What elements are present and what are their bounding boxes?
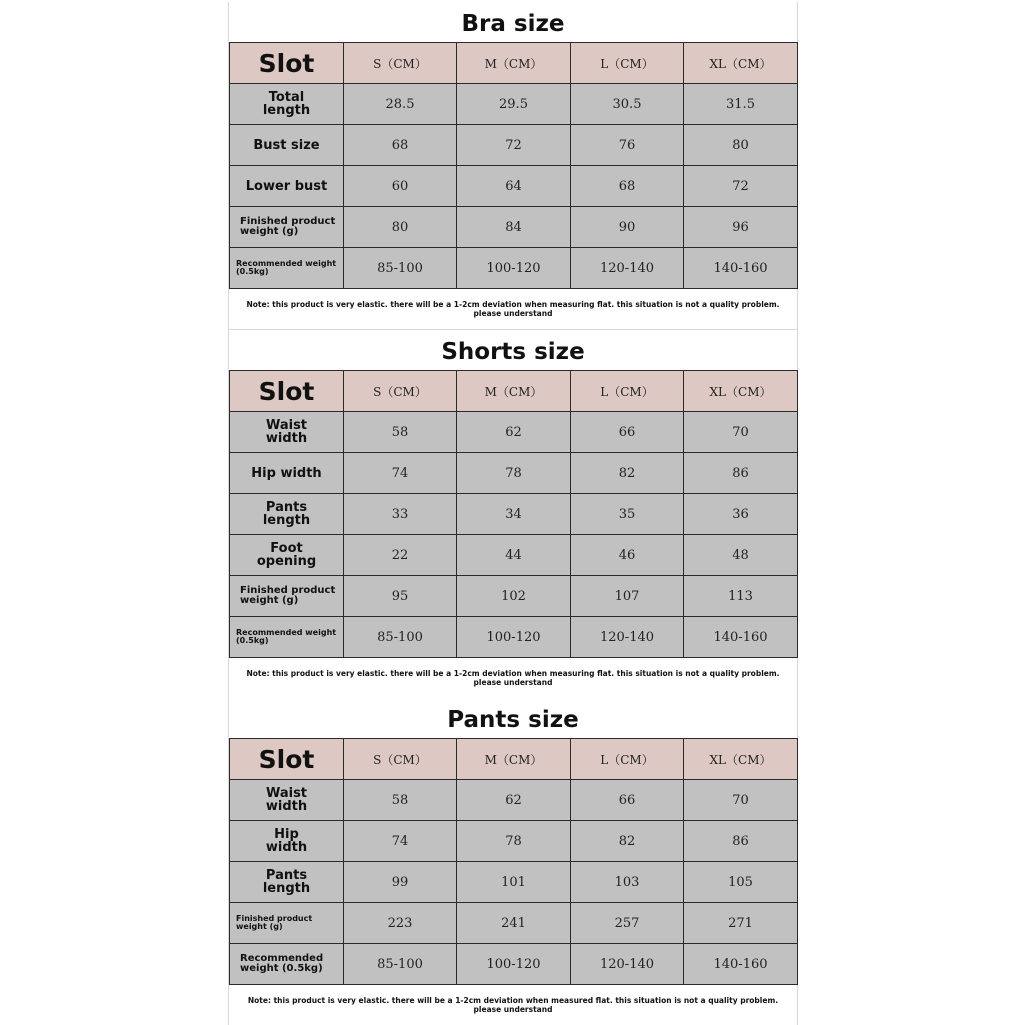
value-cell: 76: [571, 125, 684, 166]
value-cell: 103: [571, 862, 684, 903]
value-cell: 100-120: [457, 248, 571, 289]
value-cell: 30.5: [571, 84, 684, 125]
bra-note: Note: this product is very elastic. there will be a 1-2cm deviation when measuring flat. this situation is not a quality problem. please understand: [246, 300, 780, 318]
pants-size-title: Pants size: [447, 707, 579, 733]
value-cell: 70: [684, 412, 798, 453]
table-row: [230, 166, 798, 207]
value-cell: 140-160: [684, 617, 798, 658]
value-cell: 107: [571, 576, 684, 617]
table-row: [230, 617, 798, 658]
table-row: [230, 821, 798, 862]
size-xl-header: XL（CM）: [684, 43, 798, 84]
value-cell: 101: [457, 862, 571, 903]
value-cell: 113: [684, 576, 798, 617]
value-cell: 86: [684, 453, 798, 494]
value-cell: 35: [571, 494, 684, 535]
table-row: [230, 944, 798, 985]
row-label: Waist width: [230, 780, 344, 821]
value-cell: 120-140: [571, 617, 684, 658]
value-cell: 241: [457, 903, 571, 944]
table-row: [230, 207, 798, 248]
table-row: [230, 576, 798, 617]
value-cell: 257: [571, 903, 684, 944]
value-cell: 99: [344, 862, 457, 903]
value-cell: 48: [684, 535, 798, 576]
value-cell: 31.5: [684, 84, 798, 125]
table-row: [230, 453, 798, 494]
value-cell: 80: [344, 207, 457, 248]
size-s-header: S（CM）: [344, 43, 457, 84]
size-l-header: L（CM）: [571, 739, 684, 780]
table-row: [230, 862, 798, 903]
row-label: Total length: [230, 84, 344, 125]
table-header-row: [230, 739, 798, 780]
size-m-header: M（CM）: [457, 371, 571, 412]
table-row: [230, 903, 798, 944]
value-cell: 68: [571, 166, 684, 207]
row-label: Recommended weight (0.5kg): [230, 617, 344, 658]
value-cell: 64: [457, 166, 571, 207]
row-label: Recommended weight (0.5kg): [230, 248, 344, 289]
value-cell: 72: [684, 166, 798, 207]
value-cell: 46: [571, 535, 684, 576]
table-row: [230, 494, 798, 535]
value-cell: 105: [684, 862, 798, 903]
value-cell: 90: [571, 207, 684, 248]
table-row: [230, 248, 798, 289]
table-row: [230, 412, 798, 453]
size-s-header: S（CM）: [344, 371, 457, 412]
value-cell: 80: [684, 125, 798, 166]
value-cell: 58: [344, 412, 457, 453]
value-cell: 223: [344, 903, 457, 944]
size-m-header: M（CM）: [457, 739, 571, 780]
bra-size-table: [229, 42, 798, 289]
size-xl-header: XL（CM）: [684, 371, 798, 412]
value-cell: 85-100: [344, 248, 457, 289]
row-label: Bust size: [230, 125, 344, 166]
value-cell: 74: [344, 453, 457, 494]
value-cell: 28.5: [344, 84, 457, 125]
pants-size-chart: [228, 698, 798, 1025]
value-cell: 82: [571, 453, 684, 494]
bra-size-title: Bra size: [461, 11, 565, 37]
value-cell: 120-140: [571, 248, 684, 289]
row-label: Lower bust: [230, 166, 344, 207]
table-row: [230, 535, 798, 576]
pants-size-table: [229, 738, 798, 985]
value-cell: 62: [457, 780, 571, 821]
value-cell: 100-120: [457, 617, 571, 658]
shorts-size-chart: [228, 329, 798, 698]
value-cell: 84: [457, 207, 571, 248]
value-cell: 120-140: [571, 944, 684, 985]
shorts-note: Note: this product is very elastic. there will be a 1-2cm deviation when measuring flat. this situation is not a quality problem. please understand: [246, 669, 780, 687]
value-cell: 22: [344, 535, 457, 576]
table-header-row: [230, 43, 798, 84]
table-row: [230, 125, 798, 166]
size-xl-header: XL（CM）: [684, 739, 798, 780]
row-label: Foot opening: [230, 535, 344, 576]
table-row: [230, 84, 798, 125]
shorts-size-title: Shorts size: [441, 339, 585, 365]
row-label: Pants length: [230, 862, 344, 903]
value-cell: 29.5: [457, 84, 571, 125]
value-cell: 96: [684, 207, 798, 248]
pants-note: Note: this product is very elastic. there will be a 1-2cm deviation when measured flat. this situation is not a quality problem. please understand: [247, 996, 779, 1014]
slot-header: Slot: [230, 739, 344, 780]
row-label: Waist width: [230, 412, 344, 453]
value-cell: 70: [684, 780, 798, 821]
value-cell: 271: [684, 903, 798, 944]
value-cell: 66: [571, 780, 684, 821]
value-cell: 95: [344, 576, 457, 617]
size-s-header: S（CM）: [344, 739, 457, 780]
value-cell: 34: [457, 494, 571, 535]
shorts-size-table: [229, 370, 798, 658]
row-label: Recommended weight (0.5kg): [230, 944, 344, 985]
value-cell: 60: [344, 166, 457, 207]
value-cell: 85-100: [344, 617, 457, 658]
size-l-header: L（CM）: [571, 43, 684, 84]
row-label: Hip width: [230, 453, 344, 494]
slot-header: Slot: [230, 371, 344, 412]
value-cell: 74: [344, 821, 457, 862]
value-cell: 72: [457, 125, 571, 166]
row-label: Hip width: [230, 821, 344, 862]
row-label: Finished product weight (g): [230, 207, 344, 248]
table-row: [230, 780, 798, 821]
row-label: Finished product weight (g): [230, 903, 344, 944]
table-header-row: [230, 371, 798, 412]
value-cell: 100-120: [457, 944, 571, 985]
value-cell: 62: [457, 412, 571, 453]
value-cell: 102: [457, 576, 571, 617]
row-label: Pants length: [230, 494, 344, 535]
size-m-header: M（CM）: [457, 43, 571, 84]
slot-header: Slot: [230, 43, 344, 84]
value-cell: 140-160: [684, 248, 798, 289]
size-l-header: L（CM）: [571, 371, 684, 412]
value-cell: 58: [344, 780, 457, 821]
value-cell: 44: [457, 535, 571, 576]
value-cell: 78: [457, 453, 571, 494]
value-cell: 85-100: [344, 944, 457, 985]
value-cell: 82: [571, 821, 684, 862]
value-cell: 140-160: [684, 944, 798, 985]
value-cell: 68: [344, 125, 457, 166]
value-cell: 36: [684, 494, 798, 535]
value-cell: 33: [344, 494, 457, 535]
value-cell: 78: [457, 821, 571, 862]
value-cell: 66: [571, 412, 684, 453]
value-cell: 86: [684, 821, 798, 862]
row-label: Finished product weight (g): [230, 576, 344, 617]
bra-size-chart: [228, 2, 798, 329]
